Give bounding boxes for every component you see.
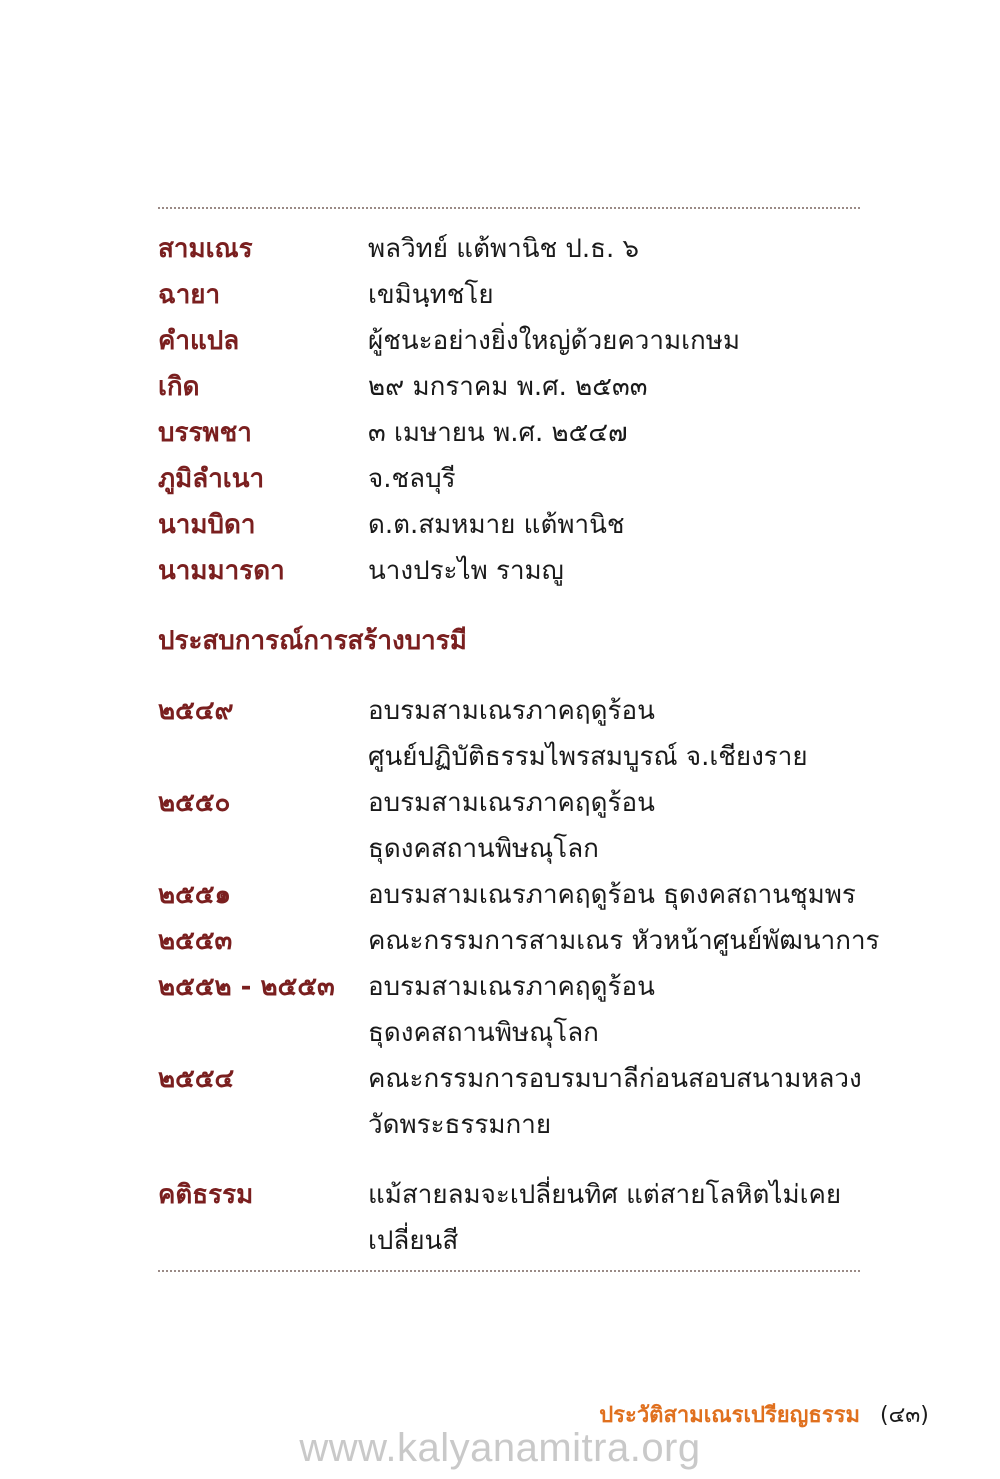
experience-text: อบรมสามเณรภาคฤดูร้อน bbox=[368, 972, 655, 1002]
experience-row bbox=[158, 688, 860, 734]
motto-row-continued bbox=[158, 1218, 860, 1264]
bottom-dotted-divider bbox=[158, 1270, 860, 1272]
profile-row-monastic-name bbox=[158, 272, 860, 318]
page-number: (๔๓) bbox=[880, 1403, 929, 1428]
profile-row-meaning bbox=[158, 318, 860, 364]
experience-year: ๒๕๕๒ - ๒๕๕๓ bbox=[158, 972, 335, 1002]
profile-value: พลวิทย์ แต้พานิช ป.ธ. ๖ bbox=[368, 234, 640, 264]
watermark: www.kalyanamitra.org bbox=[299, 1426, 701, 1470]
profile-row-mother bbox=[158, 548, 860, 594]
experience-year: ๒๕๕๐ bbox=[158, 788, 231, 818]
experience-text: วัดพระธรรมกาย bbox=[368, 1110, 552, 1140]
profile-label: เกิด bbox=[158, 372, 200, 402]
profile-value: ด.ต.สมหมาย แต้พานิช bbox=[368, 510, 625, 540]
profile-label: นามบิดา bbox=[158, 510, 256, 540]
experience-text: อบรมสามเณรภาคฤดูร้อน bbox=[368, 788, 655, 818]
profile-row-birth bbox=[158, 364, 860, 410]
experience-row-continued bbox=[158, 734, 860, 780]
profile-value: ๒๙ มกราคม พ.ศ. ๒๕๓๓ bbox=[368, 372, 648, 402]
profile-row-father bbox=[158, 502, 860, 548]
experience-row-continued bbox=[158, 826, 860, 872]
experience-row-continued bbox=[158, 1010, 860, 1056]
experience-text: อบรมสามเณรภาคฤดูร้อน bbox=[368, 696, 655, 726]
profile-value: ผู้ชนะอย่างยิ่งใหญ่ด้วยความเกษม bbox=[368, 326, 741, 356]
profile-label: คำแปล bbox=[158, 326, 240, 356]
experience-row bbox=[158, 780, 860, 826]
profile-value: จ.ชลบุรี bbox=[368, 464, 456, 494]
experience-row-continued bbox=[158, 1102, 860, 1148]
experience-year: ๒๕๕๓ bbox=[158, 926, 233, 956]
profile-value: นางประไพ รามญู bbox=[368, 556, 564, 586]
experience-text: ธุดงคสถานพิษณุโลก bbox=[368, 1018, 599, 1048]
motto-label: คติธรรม bbox=[158, 1180, 254, 1210]
motto-row bbox=[158, 1172, 860, 1218]
experience-text: คณะกรรมการสามเณร หัวหน้าศูนย์พัฒนาการ bbox=[368, 926, 880, 956]
profile-label: ภูมิลำเนา bbox=[158, 464, 265, 494]
experience-text: ศูนย์ปฏิบัติธรรมไพรสมบูรณ์ จ.เชียงราย bbox=[368, 742, 808, 772]
experience-row bbox=[158, 1056, 860, 1102]
experience-row bbox=[158, 918, 880, 964]
profile-label: นามมารดา bbox=[158, 556, 285, 586]
motto-text: แม้สายลมจะเปลี่ยนทิศ แต่สายโลหิตไม่เคย bbox=[368, 1180, 842, 1210]
profile-value: ๓ เมษายน พ.ศ. ๒๕๔๗ bbox=[368, 418, 628, 448]
experience-year: ๒๕๕๑ bbox=[158, 880, 231, 910]
experience-text: อบรมสามเณรภาคฤดูร้อน ธุดงคสถานชุมพร bbox=[368, 880, 856, 910]
profile-label: บรรพชา bbox=[158, 418, 252, 448]
experience-year: ๒๕๔๙ bbox=[158, 696, 234, 726]
motto-text: เปลี่ยนสี bbox=[368, 1226, 459, 1256]
experience-row bbox=[158, 872, 860, 918]
profile-value: เขมินฺทชโย bbox=[368, 280, 494, 310]
experience-text: คณะกรรมการอบรมบาลีก่อนสอบสนามหลวง bbox=[368, 1064, 862, 1094]
profile-row-hometown bbox=[158, 456, 860, 502]
experience-row bbox=[158, 964, 860, 1010]
experience-year: ๒๕๕๔ bbox=[158, 1064, 235, 1094]
profile-label: ฉายา bbox=[158, 280, 221, 310]
profile-row-ordination bbox=[158, 410, 860, 456]
top-dotted-divider bbox=[158, 207, 860, 209]
footer-book-title: ประวัติสามเณรเปรียญธรรม bbox=[599, 1403, 860, 1428]
profile-row-name bbox=[158, 226, 860, 272]
profile-label: สามเณร bbox=[158, 234, 253, 264]
experience-section-title: ประสบการณ์การสร้างบารมี bbox=[158, 626, 467, 656]
experience-text: ธุดงคสถานพิษณุโลก bbox=[368, 834, 599, 864]
